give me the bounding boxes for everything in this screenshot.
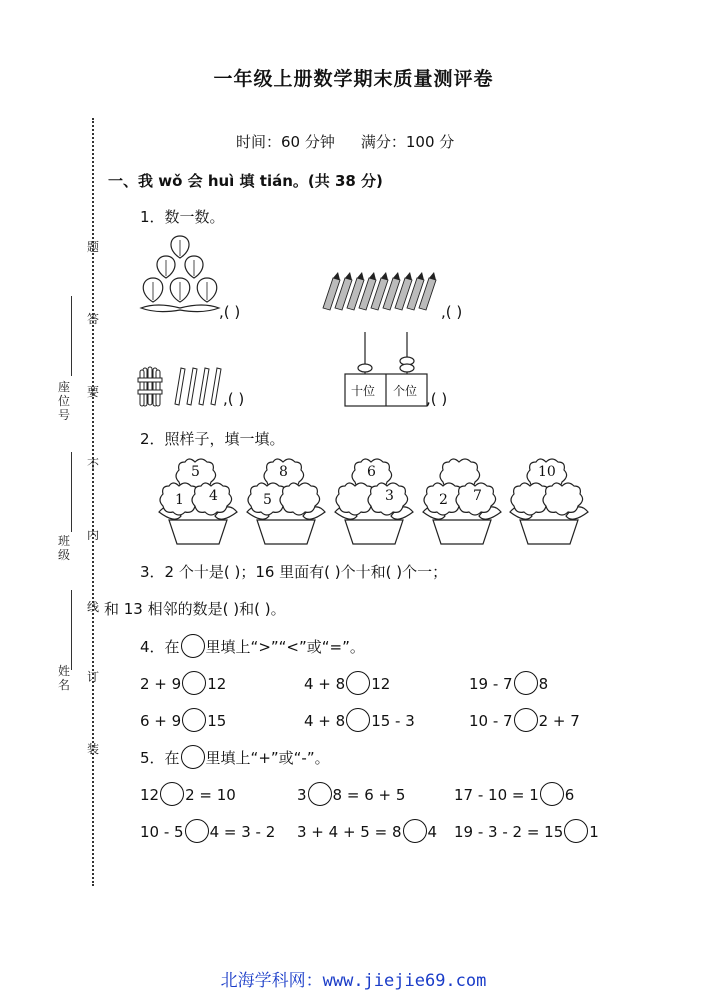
q1-label: 1．数一数。 [140,208,225,226]
circle-blank-icon [181,745,205,769]
binding-char-6: 线 [86,600,99,614]
circle-answer-icon[interactable] [540,782,564,806]
section-heading: 一、我 wǒ 会 huì 填 tián。(共 38 分) [108,172,383,190]
flower-top-number: 5 [191,464,200,480]
circle-answer-icon[interactable] [182,671,206,695]
expression-right: 8 [538,675,549,693]
expression-left: 3 + 4 + 5 = 8 [297,823,402,841]
binding-char-8: 装 [86,742,99,756]
flower-left-number: 2 [439,492,448,508]
expression [469,671,548,695]
binding-dotted-line [92,118,94,886]
expression-left: 12 [140,786,160,804]
q4-pre: 4．在 [140,638,180,656]
circle-answer-icon[interactable] [185,819,209,843]
q4-instruction [140,634,365,658]
flower-top-number: 6 [367,464,376,480]
q5-instruction [140,745,330,769]
exam-meta [236,131,480,152]
abacus-tens-label: 十位 [351,384,376,398]
expression [304,671,390,695]
expression-right: 4 [427,823,438,841]
circle-answer-icon[interactable] [346,708,370,732]
circle-answer-icon[interactable] [182,708,206,732]
binding-char-3: 要 [86,385,99,399]
flower-top-number: 10 [538,464,556,480]
q1-blank-pencils[interactable]: ,( ) [441,303,463,321]
expression-left: 10 - 5 [140,823,184,841]
expression-left: 19 - 7 [469,675,513,693]
expression [469,708,580,732]
class-label: 班级 [57,534,70,562]
page-title: 一年级上册数学期末质量测评卷 [213,68,494,90]
expression-right: 12 [371,675,391,693]
q1-blank-abacus[interactable]: ,( ) [426,390,448,408]
q3-line2: 和 13 相邻的数是( )和( )。 [104,600,286,618]
footer [0,966,707,991]
expression-left: 4 + 8 [304,675,346,693]
flower-left-number: 1 [175,492,184,508]
q5-post: 里填上“+”或“-”。 [205,749,330,767]
sticks-picture [137,364,229,410]
q2-label: 2．照样子，填一填。 [140,430,285,448]
expression-right: 8 = 6 + 5 [332,786,406,804]
expression-right: 1 [589,823,599,841]
flower-right-number: 4 [209,488,218,504]
q4-post: 里填上“>”“<”或“=”。 [205,638,365,656]
expression [140,819,275,843]
abacus-ones-label: 个位 [393,384,418,398]
flower-top-number: 8 [279,464,288,480]
q1-blank-sticks[interactable]: ,( ) [223,390,245,408]
circle-blank-icon [181,634,205,658]
expression-left: 10 - 7 [469,712,513,730]
expression-left: 6 + 9 [140,712,182,730]
circle-answer-icon[interactable] [564,819,588,843]
expression [454,782,574,806]
q5-pre: 5．在 [140,749,180,767]
expression-right: 2 = 10 [185,786,236,804]
pencils-picture [315,272,443,316]
class-line [71,452,72,532]
binding-char-5: 内 [86,528,99,542]
expression-left: 3 [297,786,307,804]
name-line [71,590,72,670]
exam-full-score: 满分：100 分 [360,133,455,151]
footer-site-name: 北海学科网： [220,971,323,991]
flower-left-number: 5 [263,492,272,508]
expression-right: 4 = 3 - 2 [209,823,276,841]
name-label: 姓名 [57,664,70,692]
expression [140,782,236,806]
expression-right: 15 [207,712,227,730]
expression-left: 17 - 10 = 1 [454,786,539,804]
expression [297,782,405,806]
binding-char-1: 题 [86,240,99,254]
expression-left: 19 - 3 - 2 = 15 [454,823,564,841]
expression-right: 6 [564,786,575,804]
expression-left: 2 + 9 [140,675,182,693]
circle-answer-icon[interactable] [514,708,538,732]
flower-right-number: 7 [473,488,482,504]
expression [140,671,226,695]
flower-pot-4 [419,458,505,546]
expression [140,708,226,732]
flower-right-number: 3 [385,488,394,504]
circle-answer-icon[interactable] [308,782,332,806]
binding-char-7: 订 [86,670,99,684]
q1-blank-peaches[interactable]: ,( ) [219,303,241,321]
circle-answer-icon[interactable] [346,671,370,695]
footer-url[interactable]: www.jiejie69.com [322,971,487,991]
circle-answer-icon[interactable] [403,819,427,843]
expression-right: 2 + 7 [538,712,580,730]
expression [454,819,599,843]
expression-left: 4 + 8 [304,712,346,730]
expression-right: 15 - 3 [371,712,415,730]
q3-line1: 3．2 个十是( )；16 里面有( )个十和( )个一； [140,563,448,581]
binding-char-2: 答 [86,312,99,326]
expression-right: 12 [207,675,227,693]
binding-char-4: 不 [86,457,99,471]
circle-answer-icon[interactable] [514,671,538,695]
seat-label: 座位号 [57,380,70,422]
exam-time: 时间：60 分钟 [236,133,335,151]
circle-answer-icon[interactable] [160,782,184,806]
seat-line [71,296,72,376]
peaches-picture [137,232,223,318]
expression [304,708,415,732]
expression [297,819,437,843]
